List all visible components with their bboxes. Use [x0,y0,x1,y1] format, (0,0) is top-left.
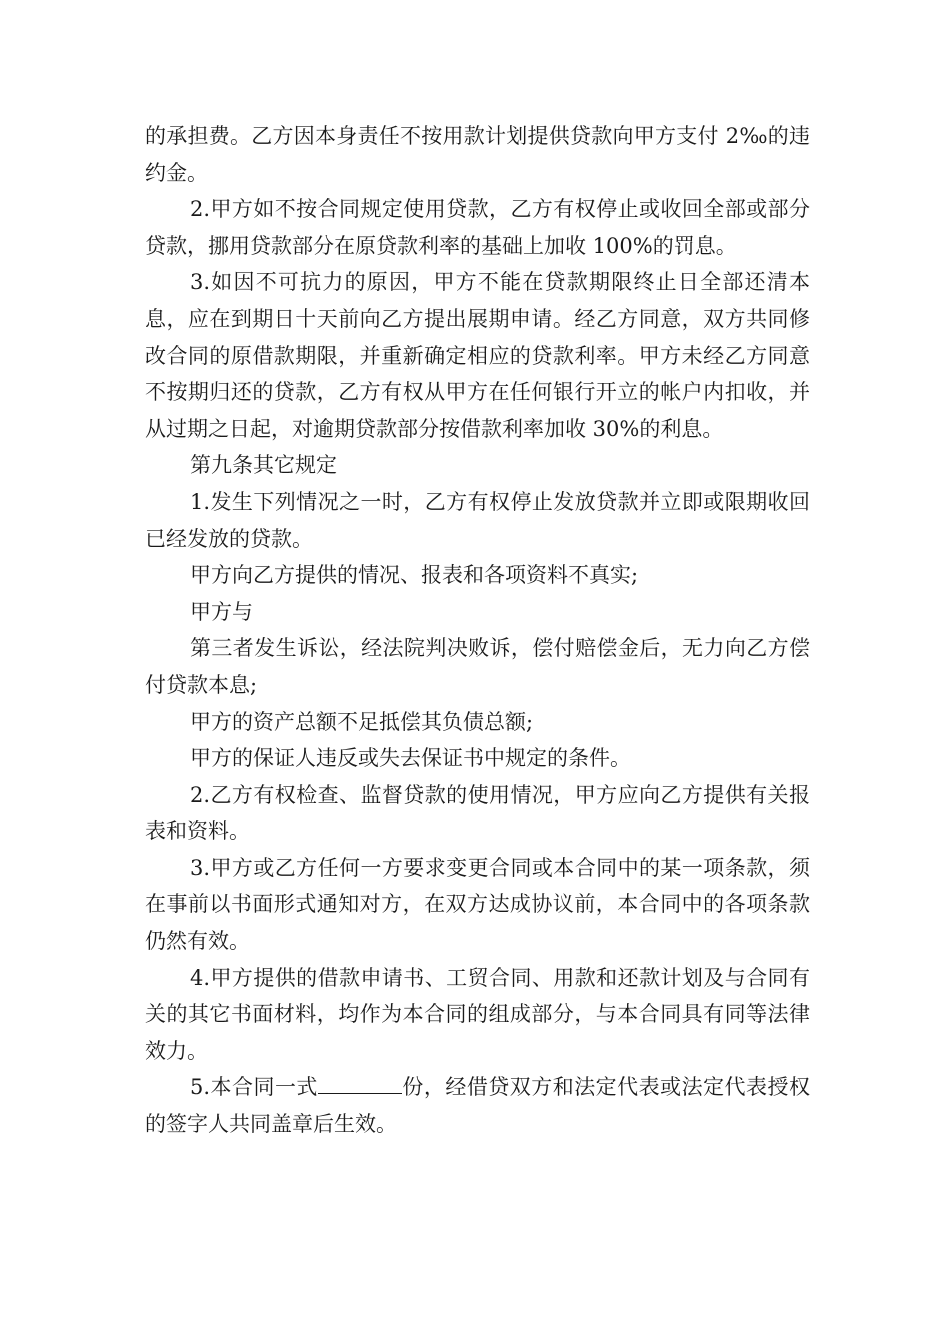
paragraph-8: 第三者发生诉讼，经法院判决败诉，偿付赔偿金后，无力向乙方偿付贷款本息; [145,636,810,697]
paragraph-2: 2.甲方如不按合同规定使用贷款，乙方有权停止或收回全部或部分贷款，挪用贷款部分在原贷款利率的基础上加收 100%的罚息。 [145,197,810,258]
copies-blank-field [318,1073,402,1094]
paragraph-9: 甲方的资产总额不足抵偿其负债总额; [190,709,534,734]
paragraph-14 [145,1069,810,1142]
paragraph-13: 4.甲方提供的借款申请书、工贸合同、用款和还款计划及与合同有关的其它书面材料，均作为本合同的组成部分，与本合同具有同等法律效力。 [145,965,810,1063]
paragraph-5: 1.发生下列情况之一时，乙方有权停止发放贷款并立即或限期收回已经发放的贷款。 [145,489,810,551]
paragraph-10: 甲方的保证人违反或失去保证书中规定的条件。 [190,746,631,771]
paragraph-3: 3.如因不可抗力的原因，甲方不能在贷款期限终止日全部还清本息，应在到期日十天前向乙方提出展期申请。经乙方同意，双方共同修改合同的原借款期限，并重新确定相应的贷款利率。甲方未经乙方同意不按期归还的贷款，乙方有权从甲方在任何银行开立的帐户内扣收，并从过期之日起，对逾期贷款部分按借款利率加收 30%的利息。 [145,270,810,441]
paragraph-6: 甲方向乙方提供的情况、报表和各项资料不真实; [190,563,639,588]
paragraph-11: 2.乙方有权检查、监督贷款的使用情况，甲方应向乙方提供有关报表和资料。 [145,782,810,844]
paragraph-14-tail: 份，经借贷双方和法定代表或法定代表授权的签字人共同盖章后生效。 [145,1075,810,1137]
paragraph-12: 3.甲方或乙方任何一方要求变更合同或本合同中的某一项条款，须在事前以书面形式通知对方，在双方达成协议前，本合同中的各项条款仍然有效。 [145,855,810,954]
paragraph-1: 的承担费。乙方因本身责任不按用款计划提供贷款向甲方支付 2‰的违约金。 [145,124,810,185]
section-heading-article-9: 第九条其它规定 [190,453,337,478]
document-body [145,118,810,1143]
paragraph-14-lead: 5.本合同一式 [190,1075,318,1100]
paragraph-7: 甲方与 [190,599,253,624]
